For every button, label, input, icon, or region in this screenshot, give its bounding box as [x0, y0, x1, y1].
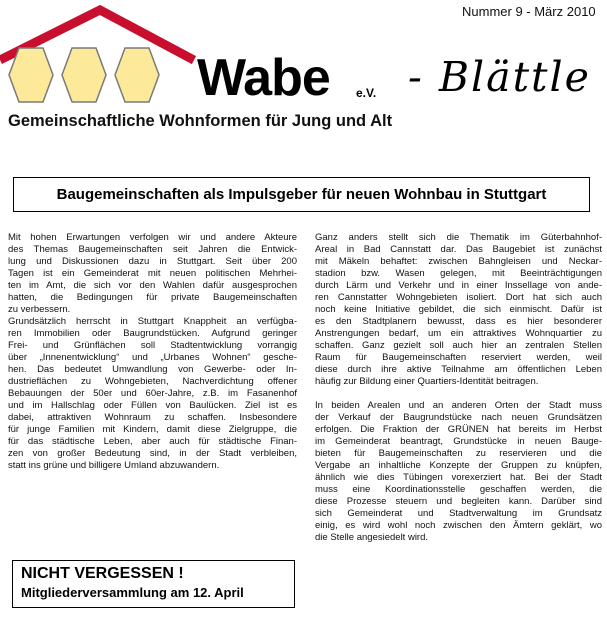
text-line: für das städtische Leben, aber auch für städtische Finan- [8, 436, 297, 447]
text-line: lung und Diskussionen dazu in Stuttgart. Seit über 200 [8, 256, 297, 267]
text-line: diese durch ihre aktive Teilnahme am öffentlichen Leben [315, 364, 602, 375]
text-line: dustrieflächen zu Wohngebieten, Nachverdichtung offener [8, 376, 297, 387]
text-line: diese Prozesse steuern und begleiten kann. Darüber sind [315, 496, 602, 507]
text-line: hen. Das bedeutet Umwandlung von Gewerbe- oder In- [8, 364, 297, 375]
issue-number: Nummer 9 - März 2010 [462, 4, 596, 19]
text-line: für junge Familien mit Kindern, damit diese Zielgruppe, die [8, 424, 297, 435]
text-line: ren Cannstatter Wohngebieten isoliert. Dort hat sich auch [315, 292, 602, 303]
article-headline: Baugemeinschaften als Impulsgeber für neuen Wohnbau in Stuttgart [56, 185, 547, 203]
text-line: Frei- und Grünflächen soll Stadtentwicklung vorrangig [8, 340, 297, 351]
text-line: stadion bzw. Wasen gelegen, mit Beeinträchtigungen [315, 268, 602, 279]
text-line: und im Hallschlag oder Füllen von Baulücken. Ziel ist es [8, 400, 297, 411]
brand-suffix: e.V. [356, 86, 377, 100]
reminder-box [12, 560, 295, 608]
text-line: des Themas Baugemeinschaften seit Jahren die Entwick- [8, 244, 297, 255]
text-line: einig, es wird wohl noch zwischen den Ämtern geklärt, wo [315, 520, 602, 531]
article-column-left [8, 232, 297, 472]
text-line: Vergabe an inhaltliche Konzepte der Gruppen zu knüpfen, [315, 460, 602, 471]
text-line: über „Innenentwicklung“ und „Urbanes Wohnen“ gesche- [8, 352, 297, 363]
text-line: zen von großer Bedeutung sind, in der Stadt verbleiben, [8, 448, 297, 459]
reminder-title: NICHT VERGESSEN ! [21, 565, 184, 582]
text-line: die Stelle angesiedelt wird. [315, 532, 429, 543]
headline-box [13, 177, 590, 212]
text-line: Mit hohen Erwartungen verfolgen wir und andere Akteure [8, 232, 297, 243]
text-line: hatten, die Bedingungen für private Baugemeinschaften [8, 292, 297, 303]
text-line: statt ins grüne und billigere Umland abzuwandern. [8, 460, 220, 471]
text-line: mit Mäkeln behaftet: zwischen Bahngleisen und Neckar- [315, 256, 602, 267]
text-line: der Verkauf der Baugrundstücke nach neuen Grundsätzen [315, 412, 602, 423]
text-line: Grundsätzlich herrscht in Stuttgart Knappheit an verfügba- [8, 316, 297, 327]
reminder-text: Mitgliederversammlung am 12. April [21, 585, 244, 600]
text-line: sich Gemeinderat und Stadtverwaltung im Grundsatz [315, 508, 602, 519]
text-line: Ganz anders stellt sich die Thematik im Güterbahnhof- [315, 232, 602, 243]
honeycomb-house-logo [0, 0, 200, 110]
tagline: Gemeinschaftliche Wohnformen für Jung und Alt [8, 112, 393, 130]
text-line: noch keine Initiative gebildet, die sich einmischt. Dafür ist [315, 304, 602, 315]
text-line: ren Immobilien oder Baugrundstücken. Aufgrund geringer [8, 328, 297, 339]
honeycomb-cell-icon [62, 48, 106, 102]
honeycomb-cell-icon [115, 48, 159, 102]
text-line: ähnlich wie dies Tübingen vorexerziert hat. Bei der Stadt [315, 472, 602, 483]
text-line: Raum für Baugemeinschaften reserviert werden, weil [315, 352, 602, 363]
text-line: durch Lärm und Verkehr und in einer Inssellage von ande- [315, 280, 602, 291]
text-line: schaffen. Ganz gezielt soll auch hier an zentralen Stellen [315, 340, 602, 351]
text-line: Anstrengungen bedarf, um ein attraktives Wohnquartier zu [315, 328, 602, 339]
honeycomb-cell-icon [9, 48, 53, 102]
text-line: bieten für Baugemeinschaften zu reservieren und die [315, 448, 602, 459]
text-line: erfolgen. Die Fraktion der GRÜNEN hat bereits im Herbst [315, 424, 602, 435]
text-line: Tagen ist ein Gemeinderat mit neuen politischen Mehrhei- [8, 268, 297, 279]
paragraph-gap [315, 388, 602, 400]
brand-name: Wabe [197, 49, 330, 107]
text-line: In beiden Arealen und an anderen Orten der Stadt muss [315, 400, 602, 411]
text-line: zu verbessern. [8, 304, 71, 315]
text-line: Areal in Bad Cannstatt dar. Das Baugebiet ist zunächst [315, 244, 602, 255]
text-line: ten im Amt, die sich vor den Wahlen dafür ausgesprochen [8, 280, 297, 291]
text-line: dabei, attraktiven Wohnraum zu schaffen. Insbesondere [8, 412, 297, 423]
text-line: im Gemeinderat beantragt, Grundstücke in neuen Bauge- [315, 436, 602, 447]
text-line: muss eine Koordinationsstelle geschaffen werden, die [315, 484, 602, 495]
text-line: Bebauungen der 50er und 60er-Jahre, z.B. im Fasanenhof [8, 388, 297, 399]
text-line: häufig zur Bildung einer Quartiers-Identität beitragen. [315, 376, 539, 387]
text-line: es den Stadtplanern bewusst, dass es hier besonderer [315, 316, 602, 327]
newsletter-name: - Blättle [408, 53, 591, 101]
article-column-right [315, 232, 602, 544]
